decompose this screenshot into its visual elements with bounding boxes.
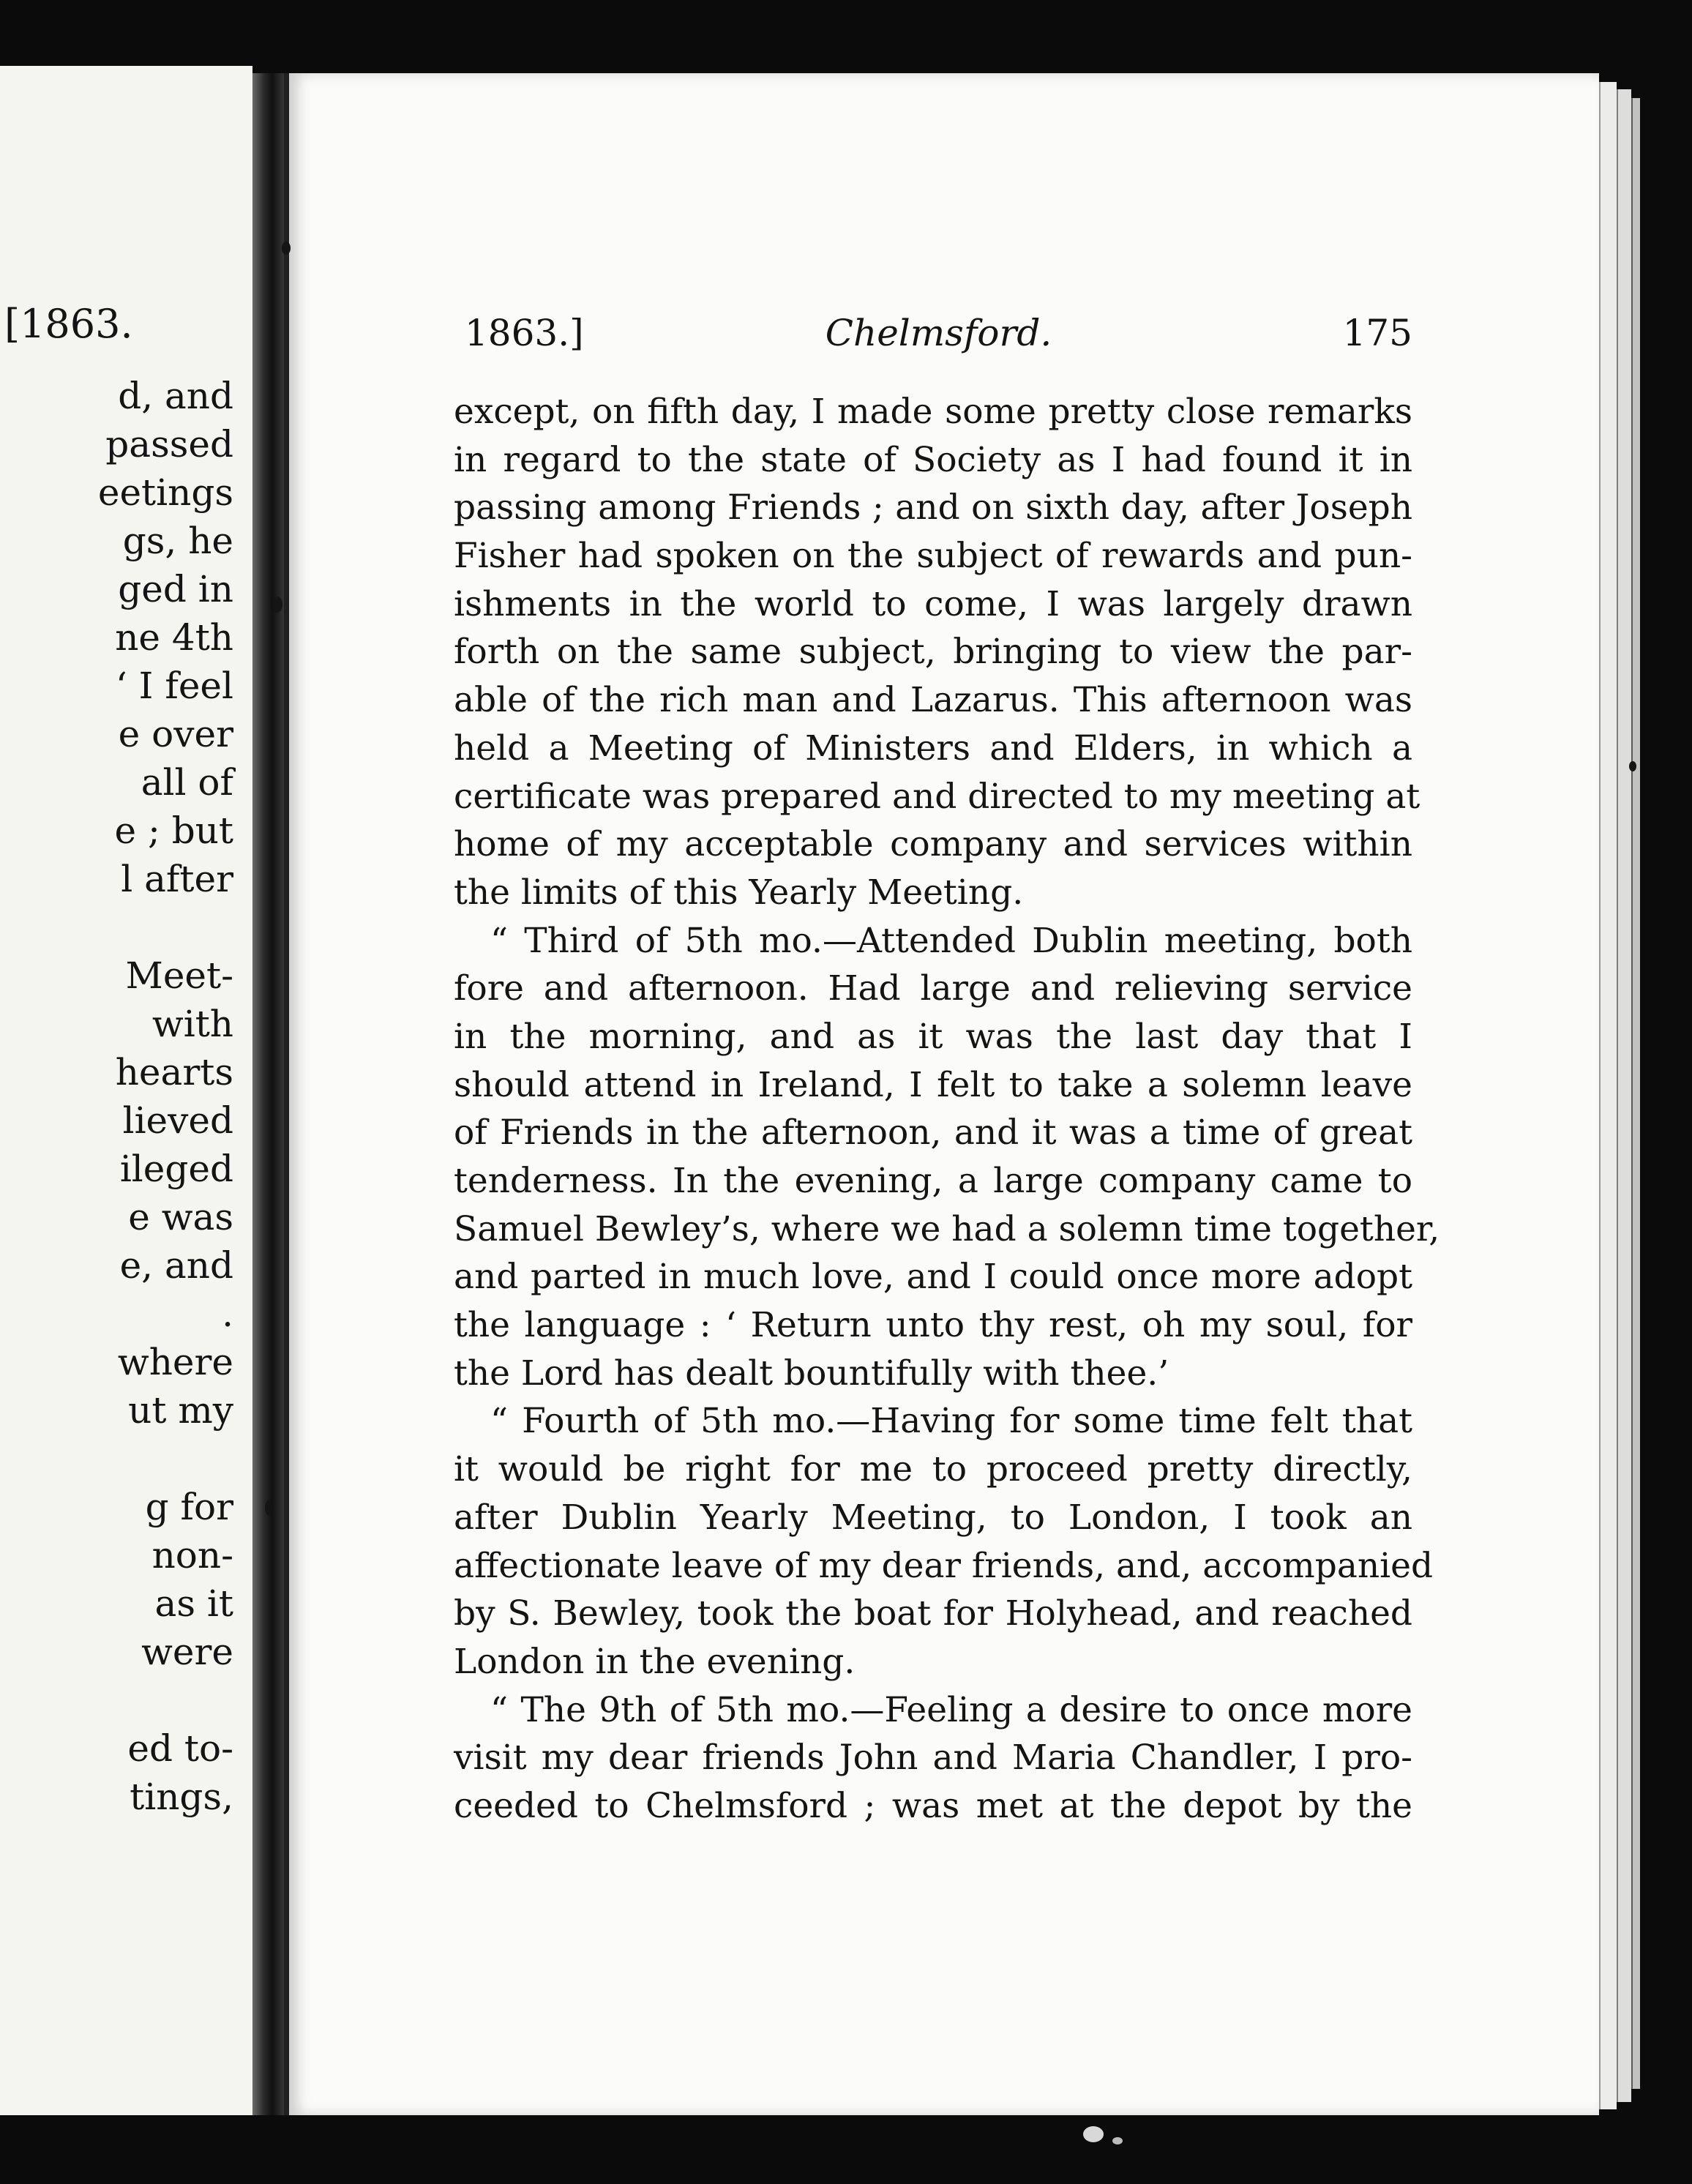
left-line — [98, 1676, 233, 1724]
left-line — [98, 903, 233, 951]
left-facing-page — [0, 66, 252, 2159]
text-line: of Friends in the afternoon, and it was a time of great — [454, 1112, 1412, 1153]
text-line: and parted in much love, and I could once more adopt — [454, 1257, 1412, 1298]
scan-speck — [272, 597, 282, 613]
text-line: home of my acceptable company and services within — [454, 824, 1412, 865]
left-line: as it — [154, 1582, 233, 1625]
text-line: Fisher had spoken on the subject of rewards and pun- — [454, 536, 1412, 577]
text-line: in regard to the state of Society as I had found it in — [454, 439, 1412, 480]
text-line: certificate was prepared and directed to my meeting at — [454, 776, 1420, 817]
page-number: 175 — [1342, 312, 1412, 354]
running-head-year: 1863.] — [465, 312, 584, 354]
text-line: the limits of this Yearly Meeting. — [454, 872, 1024, 913]
left-line: eetings — [97, 471, 233, 514]
left-line: Meet- — [125, 954, 233, 997]
scan-speck — [265, 1500, 272, 1515]
text-line: fore and afternoon. Had large and relieving service — [454, 968, 1412, 1009]
text-line: the Lord has dealt bountifully with thee.’ — [454, 1353, 1169, 1394]
text-line: “ The 9th of 5th mo.—Feeling a desire to once more — [490, 1689, 1412, 1730]
left-line — [98, 1435, 233, 1483]
text-line: affectionate leave of my dear friends, and, accompanied — [454, 1545, 1434, 1586]
page-edge — [1599, 82, 1617, 2109]
left-line: e, and — [119, 1244, 233, 1287]
main-page — [289, 73, 1599, 2115]
text-line: “ Fourth of 5th mo.—Having for some time felt that — [490, 1401, 1412, 1442]
text-line: passing among Friends ; and on sixth day, after Joseph — [454, 487, 1412, 528]
left-line: . — [222, 1293, 233, 1335]
text-line: should attend in Ireland, I felt to take a solemn leave — [454, 1064, 1412, 1105]
left-line: e ; but — [114, 809, 233, 852]
left-line: hearts — [115, 1051, 233, 1093]
scan-speck — [1629, 761, 1636, 771]
left-line: ne 4th — [115, 616, 233, 659]
left-line: g for — [145, 1486, 233, 1528]
left-line: ged in — [118, 568, 233, 610]
text-line: except, on fifth day, I made some pretty close remarks — [454, 392, 1412, 432]
text-line: visit my dear friends John and Maria Chandler, I pro- — [454, 1738, 1412, 1779]
text-line: London in the evening. — [454, 1641, 856, 1682]
text-line: able of the rich man and Lazarus. This afternoon was — [454, 680, 1412, 721]
text-line: it would be right for me to proceed pretty directly, — [454, 1449, 1412, 1490]
text-line: “ Third of 5th mo.—Attended Dublin meeting, both — [490, 920, 1412, 961]
running-head — [465, 309, 1412, 357]
running-head-title: Chelmsford. — [825, 312, 1052, 354]
scan-speck — [1112, 2137, 1123, 2144]
left-line: ed to- — [127, 1727, 233, 1770]
left-line: ‘ I feel — [115, 665, 233, 707]
left-line: were — [141, 1631, 233, 1673]
text-line: tenderness. In the evening, a large company came to — [454, 1161, 1412, 1201]
left-line: l after — [121, 858, 233, 900]
left-line: tings, — [130, 1776, 233, 1818]
left-line: d, and — [118, 375, 233, 417]
page-edge — [1631, 98, 1640, 2089]
text-line: after Dublin Yearly Meeting, to London, I took an — [454, 1497, 1412, 1538]
left-line: all of — [141, 761, 233, 804]
text-line: Samuel Bewley’s, where we had a solemn time together, — [454, 1208, 1440, 1249]
left-line: e was — [128, 1196, 233, 1238]
left-line: ut my — [128, 1389, 233, 1432]
scan-bottom-edge — [0, 2115, 1692, 2184]
left-line: e over — [118, 713, 233, 755]
left-line: non- — [151, 1534, 233, 1577]
left-line: passed — [105, 423, 233, 465]
left-page-header: [1863. — [4, 301, 133, 347]
scan-speck — [282, 242, 291, 255]
gutter-edge — [284, 73, 289, 2115]
left-line: gs, he — [122, 520, 233, 562]
left-line: lieved — [122, 1099, 233, 1142]
left-line: ileged — [119, 1148, 233, 1190]
text-line: in the morning, and as it was the last day that I — [454, 1016, 1412, 1057]
left-page-text — [98, 372, 233, 1821]
scan-speck — [1083, 2126, 1104, 2142]
left-line: with — [151, 1003, 233, 1045]
text-line: ceeded to Chelmsford ; was met at the depot by the — [454, 1785, 1412, 1826]
text-line: by S. Bewley, took the boat for Holyhead, and reached — [454, 1593, 1412, 1634]
book-gutter — [252, 73, 285, 2115]
text-line: the language : ‘ Return unto thy rest, oh my soul, for — [454, 1305, 1412, 1346]
text-line: held a Meeting of Ministers and Elders, in which a — [454, 728, 1412, 768]
text-line: ishments in the world to come, I was largely drawn — [454, 583, 1412, 624]
page-body-text — [454, 388, 1440, 1830]
text-line: forth on the same subject, bringing to view the par- — [454, 632, 1412, 673]
page-edge — [1617, 89, 1631, 2102]
left-line: where — [117, 1341, 233, 1383]
